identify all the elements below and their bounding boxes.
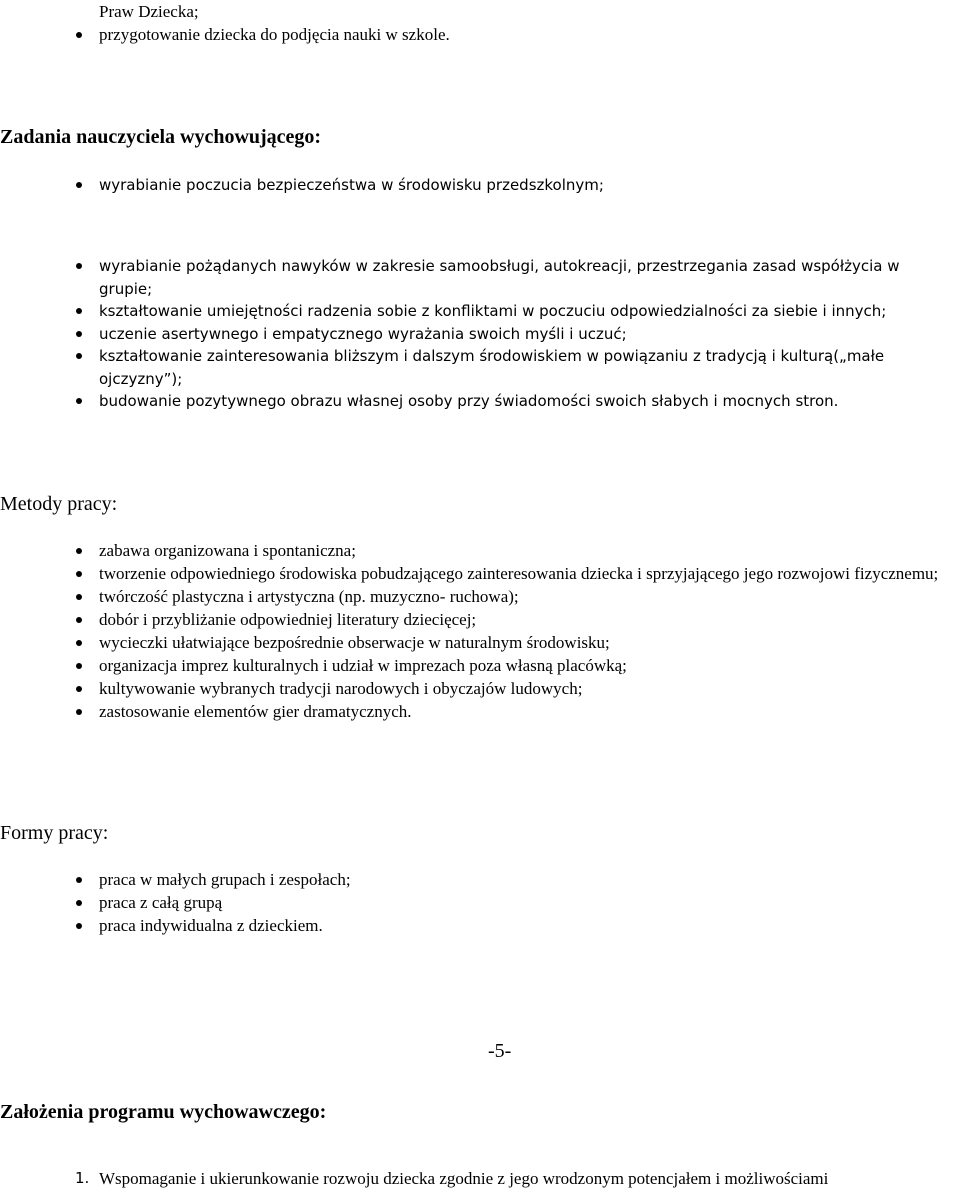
list-item-text: twórczość plastyczna i artystyczna (np. muzyczno- ruchowa); — [99, 587, 519, 606]
page-number: -5- — [488, 1040, 512, 1062]
list-number: 1. — [75, 1169, 90, 1187]
program-list — [0, 1167, 960, 1190]
list-item-text: uczenie asertywnego i empatycznego wyrażania swoich myśli i uczuć; — [99, 324, 627, 343]
list-item — [0, 677, 960, 700]
list-item — [0, 914, 960, 937]
intro-section — [0, 0, 960, 46]
program-list-block — [0, 1167, 960, 1190]
list-item — [0, 255, 960, 300]
list-item — [0, 562, 960, 585]
list-item — [0, 0, 960, 23]
list-item-text: wycieczki ułatwiające bezpośrednie obserwacje w naturalnym środowisku; — [99, 633, 610, 652]
list-item-text: praca z całą grupą — [99, 893, 223, 912]
forms-heading: Formy pracy: — [0, 822, 109, 844]
list-item — [0, 654, 960, 677]
intro-list — [0, 0, 960, 46]
methods-heading: Metody pracy: — [0, 493, 118, 515]
list-item-text: praca indywidualna z dzieckiem. — [99, 916, 323, 935]
list-item — [0, 390, 960, 413]
list-item-text: tworzenie odpowiedniego środowiska pobudzającego zainteresowania dziecka i sprzyjającego jego rozwojowi fizycznemu; — [99, 564, 939, 583]
teacher-tasks-heading: Zadania nauczyciela wychowującego: — [0, 126, 322, 148]
list-item-text: zabawa organizowana i spontaniczna; — [99, 541, 356, 560]
list-item-text: organizacja imprez kulturalnych i udział w imprezach poza własną placówką; — [99, 656, 627, 675]
forms-list — [0, 868, 960, 937]
list-item-text: budowanie pozytywnego obrazu własnej osoby przy świadomości swoich słabych i mocnych stron. — [99, 392, 839, 410]
list-item-text: kultywowanie wybranych tradycji narodowych i obyczajów ludowych; — [99, 679, 583, 698]
list-item-text: kształtowanie zainteresowania bliższym i dalszym środowiskiem w powiązaniu z tradycją i kulturą(„małe ojczyzny”); — [99, 347, 885, 388]
forms-list-block — [0, 868, 960, 937]
list-item-text: wyrabianie pożądanych nawyków w zakresie samoobsługi, autokreacji, przestrzegania zasad współżycia w grupie; — [99, 257, 900, 298]
list-item-text: wyrabianie poczucia bezpieczeństwa w środowisku przedszkolnym; — [99, 176, 604, 194]
list-item — [0, 608, 960, 631]
list-item — [0, 345, 960, 390]
teacher-tasks-list — [0, 255, 960, 413]
list-item — [0, 700, 960, 723]
intro-item-rights: Praw Dziecka; — [99, 2, 199, 21]
list-item — [0, 891, 960, 914]
list-item — [0, 631, 960, 654]
intro-item-school: przygotowanie dziecka do podjęcia nauki w szkole. — [99, 25, 450, 44]
program-heading: Założenia programu wychowawczego: — [0, 1101, 327, 1123]
list-item — [0, 539, 960, 562]
list-item-text: kształtowanie umiejętności radzenia sobie z konfliktami w poczuciu odpowiedzialności za siebie i innych; — [99, 302, 887, 320]
list-item-text: praca w małych grupach i zespołach; — [99, 870, 351, 889]
teacher-tasks-first — [0, 174, 960, 197]
methods-list-block — [0, 539, 960, 723]
list-item — [0, 868, 960, 891]
list-item — [0, 323, 960, 346]
methods-list — [0, 539, 960, 723]
list-item — [0, 174, 960, 197]
list-item — [0, 23, 960, 46]
list-item-text: zastosowanie elementów gier dramatycznych. — [99, 702, 412, 721]
list-item-text: dobór i przybliżanie odpowiedniej literatury dziecięcej; — [99, 610, 477, 629]
list-item — [0, 300, 960, 323]
list-item-text: Wspomaganie i ukierunkowanie rozwoju dziecka zgodnie z jego wrodzonym potencjałem i możliwościami — [99, 1169, 829, 1188]
list-item — [0, 1167, 960, 1190]
list-item — [0, 585, 960, 608]
